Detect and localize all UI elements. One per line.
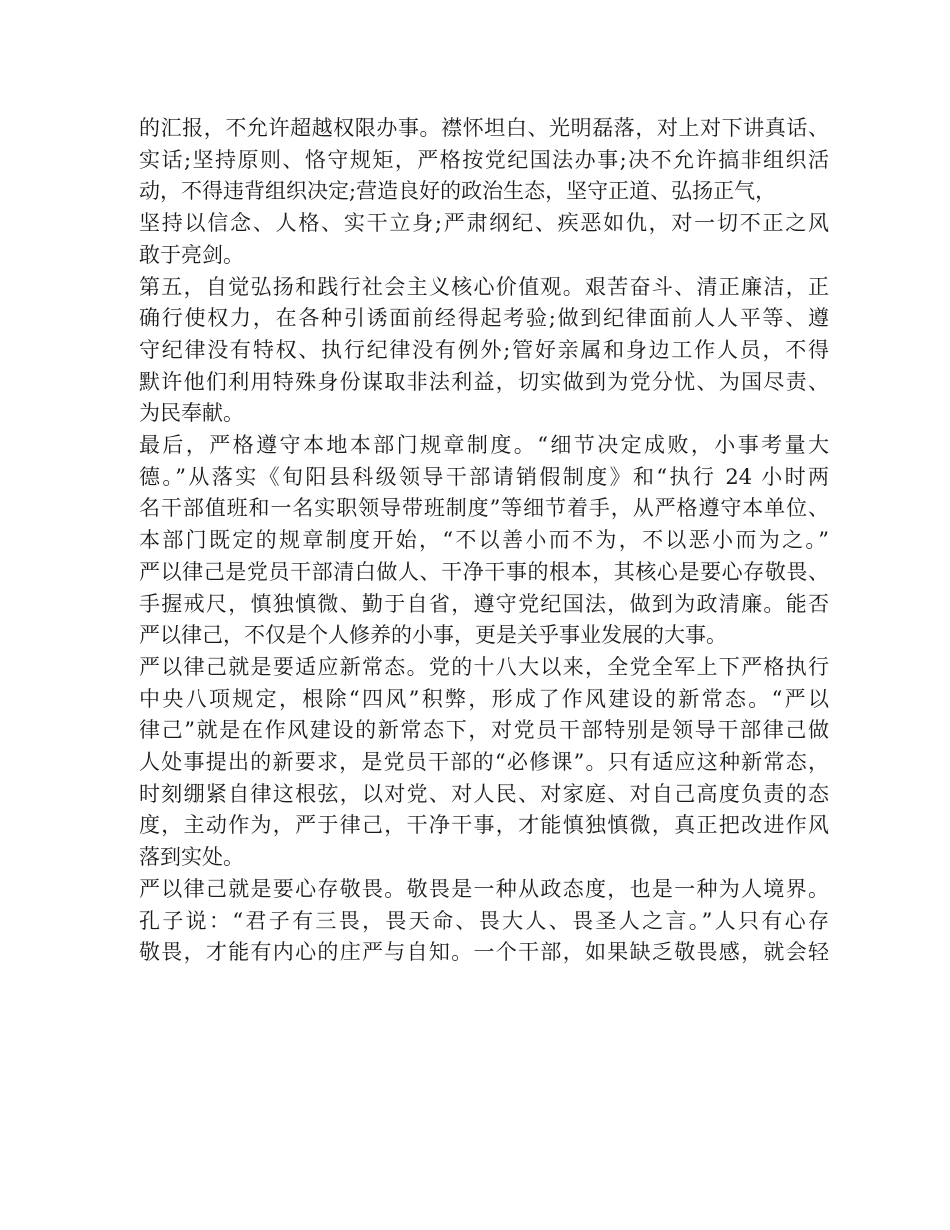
text-line: 德。”从落实《旬阳县科级领导干部请销假制度》和“执行 24 小时两 [139,464,829,489]
text-line: 守纪律没有特权、执行纪律没有例外;管好亲属和身边工作人员，不得 [139,337,829,362]
text-line: 第五，自觉弘扬和践行社会主义核心价值观。艰苦奋斗、清正廉洁，正 [139,274,829,299]
text-line: 严以律己就是要适应新常态。党的十八大以来，全党全军上下严格执行 [139,654,829,679]
text-line: 最后，严格遵守本地本部门规章制度。“细节决定成败，小事考量大 [139,433,829,458]
text-line: 严以律己，不仅是个人修养的小事，更是关乎事业发展的大事。 [139,623,727,648]
text-line: 严以律己就是要心存敬畏。敬畏是一种从政态度，也是一种为人境界。 [139,876,829,901]
text-line: 动，不得违背组织决定;营造良好的政治生态，坚守正道、弘扬正气， [139,179,777,204]
text-line: 坚持以信念、人格、实干立身;严肃纲纪、疾恶如仇，对一切不正之风 [139,211,829,236]
document-page [139,113,829,969]
text-line: 落到实处。 [139,845,244,870]
text-line: 的汇报，不允许超越权限办事。襟怀坦白、光明磊落，对上对下讲真话、 [139,116,829,140]
text-line: 时刻绷紧自律这根弦，以对党、对人民、对家庭、对自己高度负责的态 [139,781,829,806]
text-line: 度，主动作为，严于律己，干净干事，才能慎独慎微，真正把改进作风 [139,813,829,838]
text-line: 敬畏，才能有内心的庄严与自知。一个干部，如果缺乏敬畏感，就会轻 [139,940,829,965]
text-line: 实话;坚持原则、恪守规矩，严格按党纪国法办事;决不允许搞非组织活 [139,147,829,172]
text-line: 名干部值班和一名实职领导带班制度”等细节着手，从严格遵守本单位、 [139,496,829,521]
text-line: 手握戒尺，慎独慎微、勤于自省，遵守党纪国法，做到为政清廉。能否 [139,591,829,616]
text-line: 人处事提出的新要求，是党员干部的“必修课”。只有适应这种新常态， [139,750,829,775]
text-line: 孔子说：“君子有三畏，畏天命、畏大人、畏圣人之言。”人只有心存 [139,908,829,933]
text-line: 严以律己是党员干部清白做人、干净干事的根本，其核心是要心存敬畏、 [139,559,829,584]
text-line: 为民奉献。 [139,401,244,426]
text-line: 默许他们利用特殊身份谋取非法利益，切实做到为党分忧、为国尽责、 [139,369,829,394]
text-line: 律己”就是在作风建设的新常态下，对党员干部特别是领导干部律己做 [139,718,829,743]
text-line: 本部门既定的规章制度开始，“不以善小而不为，不以恶小而为之。” [139,528,829,553]
text-line: 中央八项规定，根除“四风”积弊，形成了作风建设的新常态。“严以 [139,686,829,711]
text-line: 确行使权力，在各种引诱面前经得起考验;做到纪律面前人人平等、遵 [139,306,829,331]
text-line: 敢于亮剑。 [139,242,244,267]
